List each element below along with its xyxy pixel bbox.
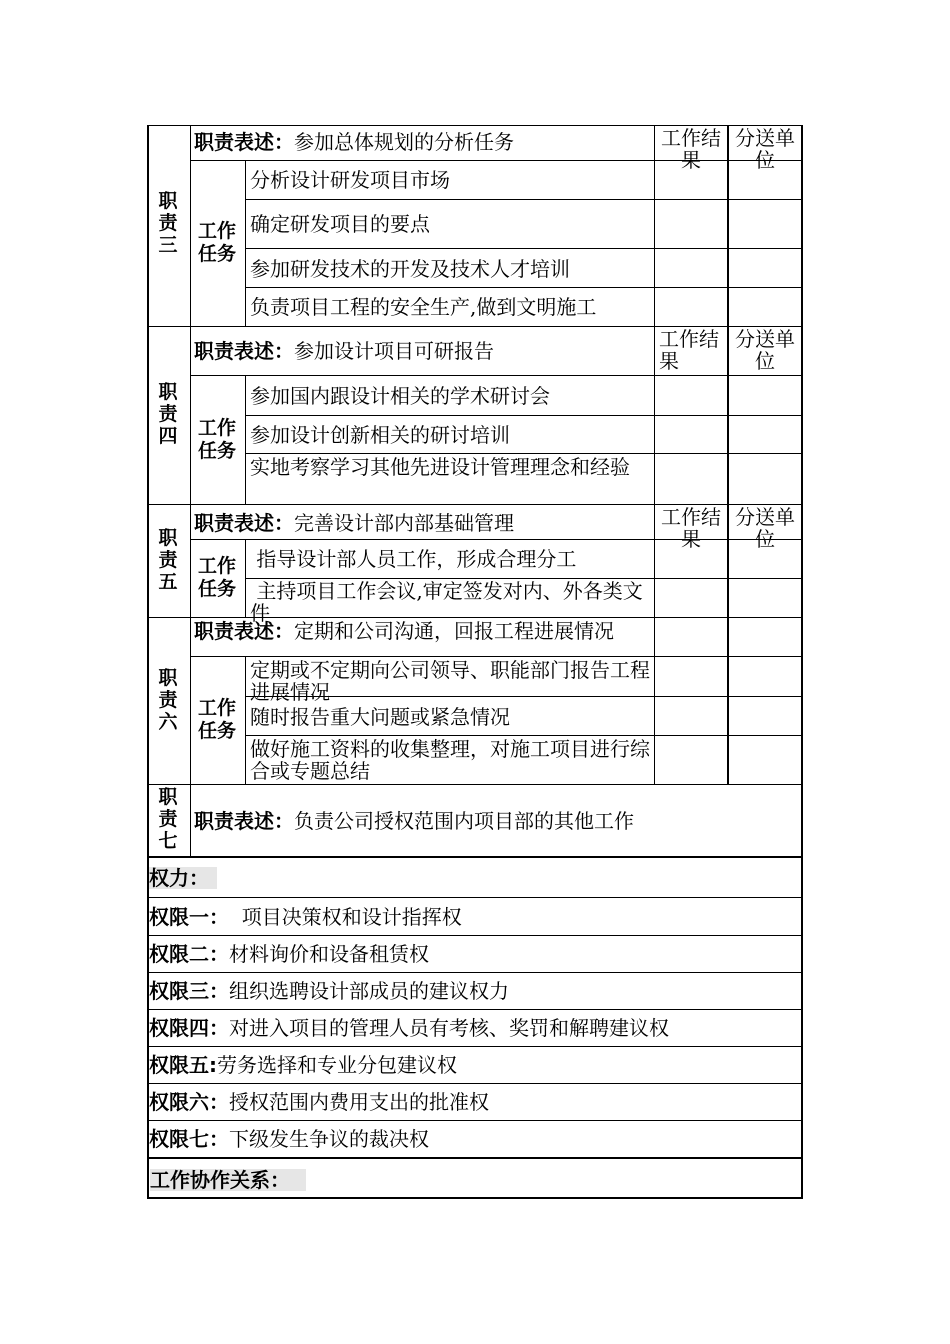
authority-item-label: 权限一： [149, 905, 229, 929]
row-line [190, 656, 802, 657]
duty-description-label: 职责表述： [194, 619, 294, 643]
result-column-divider [654, 125, 655, 784]
row-line [147, 935, 802, 936]
authority-item-text: 材料询价和设备租赁权 [229, 942, 429, 966]
work-task: 分析设计研发项目市场 [250, 168, 450, 192]
row-line [245, 287, 802, 288]
duty-label: 职责三 [158, 190, 178, 256]
duty-label: 职责四 [158, 381, 178, 447]
authority-item [149, 906, 799, 928]
duty-label-divider [190, 125, 191, 857]
work-task: 参加设计创新相关的研讨培训 [250, 423, 510, 447]
authority-item-label: 权限二： [149, 942, 229, 966]
work-task: 指导设计部人员工作，形成合理分工 [250, 547, 577, 571]
distribution-unit-header: 分送单位 [735, 126, 795, 172]
duty-description [194, 810, 794, 832]
authority-item-text: 下级发生争议的裁决权 [229, 1127, 429, 1151]
work-task: 定期或不定期向公司领导、职能部门报告工程进展情况 [250, 658, 650, 704]
work-task-label: 工作任务 [197, 697, 236, 742]
duty-label: 职责六 [158, 667, 178, 733]
work-task: 确定研发项目的要点 [250, 212, 430, 236]
duty-label: 职责七 [158, 786, 178, 852]
work-task-label: 工作任务 [197, 417, 236, 462]
authority-item-text: 组织选聘设计部成员的建议权力 [229, 979, 509, 1003]
row-line [147, 897, 802, 898]
distribution-unit-header: 分送单位 [735, 505, 795, 551]
dept-column-divider [727, 125, 729, 784]
duty-description-label: 职责表述： [194, 339, 294, 363]
distribution-unit-header: 分送单位 [735, 327, 795, 373]
authority-item-label: 权限五: [149, 1053, 217, 1077]
authority-title: 权力： [149, 867, 217, 889]
table-bottom-border [147, 1197, 803, 1199]
work-task: 实地考察学习其他先进设计管理理念和经验 [250, 455, 630, 479]
authority-item-label: 权限六： [149, 1090, 229, 1114]
duty-description-text: 负责公司授权范围内项目部的其他工作 [294, 809, 634, 833]
row-line [190, 539, 802, 540]
row-line [245, 248, 802, 249]
authority-item [149, 943, 799, 965]
work-result-header: 工作结果 [659, 327, 719, 373]
duty-description-label: 职责表述： [194, 511, 294, 535]
duty-description [194, 620, 652, 655]
authority-item-text: 对进入项目的管理人员有考核、奖罚和解聘建议权 [229, 1016, 669, 1040]
authority-item-text: 授权范围内费用支出的批准权 [229, 1090, 489, 1114]
work-task-label: 工作任务 [197, 220, 236, 265]
work-result-header: 工作结果 [661, 505, 721, 551]
row-line [190, 160, 802, 161]
work-task: 主持项目工作会议,审定签发对内、外各类文件 [250, 579, 643, 625]
authority-item [149, 1017, 799, 1039]
cooperation-title: 工作协作关系： [150, 1169, 306, 1191]
authority-item [149, 980, 799, 1002]
authority-item-label: 权限四： [149, 1016, 229, 1040]
authority-item [149, 1128, 799, 1150]
authority-item-text: 项目决策权和设计指挥权 [229, 905, 462, 929]
task-label-divider [245, 161, 246, 326]
row-line [245, 199, 802, 200]
work-task: 做好施工资料的收集整理，对施工项目进行综合或专题总结 [250, 737, 650, 783]
authority-item-text: 劳务选择和专业分包建议权 [217, 1053, 457, 1077]
duty-description-text: 完善设计部内部基础管理 [294, 511, 514, 535]
work-task-label: 工作任务 [197, 555, 236, 600]
authority-item [149, 1091, 799, 1113]
work-task: 参加研发技术的开发及技术人才培训 [250, 257, 570, 281]
section-line [147, 856, 803, 858]
authority-item [149, 1054, 799, 1076]
duty-label: 职责五 [158, 527, 178, 593]
duty-description-text: 参加设计项目可研报告 [294, 339, 494, 363]
row-line [147, 617, 802, 618]
duty-description-text: 定期和公司沟通，回报工程进展情况 [294, 619, 614, 643]
duty-description-text: 参加总体规划的分析任务 [294, 130, 514, 154]
duty-description [194, 512, 652, 534]
row-line [147, 1046, 802, 1047]
row-line [147, 1120, 802, 1121]
work-result-header: 工作结果 [661, 126, 721, 172]
row-line [147, 784, 802, 785]
work-task: 负责项目工程的安全生产,做到文明施工 [250, 295, 597, 319]
row-line [245, 735, 802, 736]
row-line [190, 375, 802, 376]
section-line [147, 1157, 803, 1159]
work-task: 参加国内跟设计相关的学术研讨会 [250, 384, 550, 408]
authority-item-label: 权限七： [149, 1127, 229, 1151]
row-line [245, 453, 802, 454]
row-line [147, 972, 802, 973]
row-line [147, 1009, 802, 1010]
authority-item-label: 权限三： [149, 979, 229, 1003]
duty-description-label: 职责表述： [194, 809, 294, 833]
duty-description [194, 340, 652, 362]
row-line [245, 415, 802, 416]
row-line [147, 1083, 802, 1084]
task-label-divider [245, 375, 246, 504]
task-label-divider [245, 656, 246, 784]
work-task: 随时报告重大问题或紧急情况 [250, 705, 510, 729]
duty-description-label: 职责表述： [194, 130, 294, 154]
duty-description [194, 131, 652, 153]
